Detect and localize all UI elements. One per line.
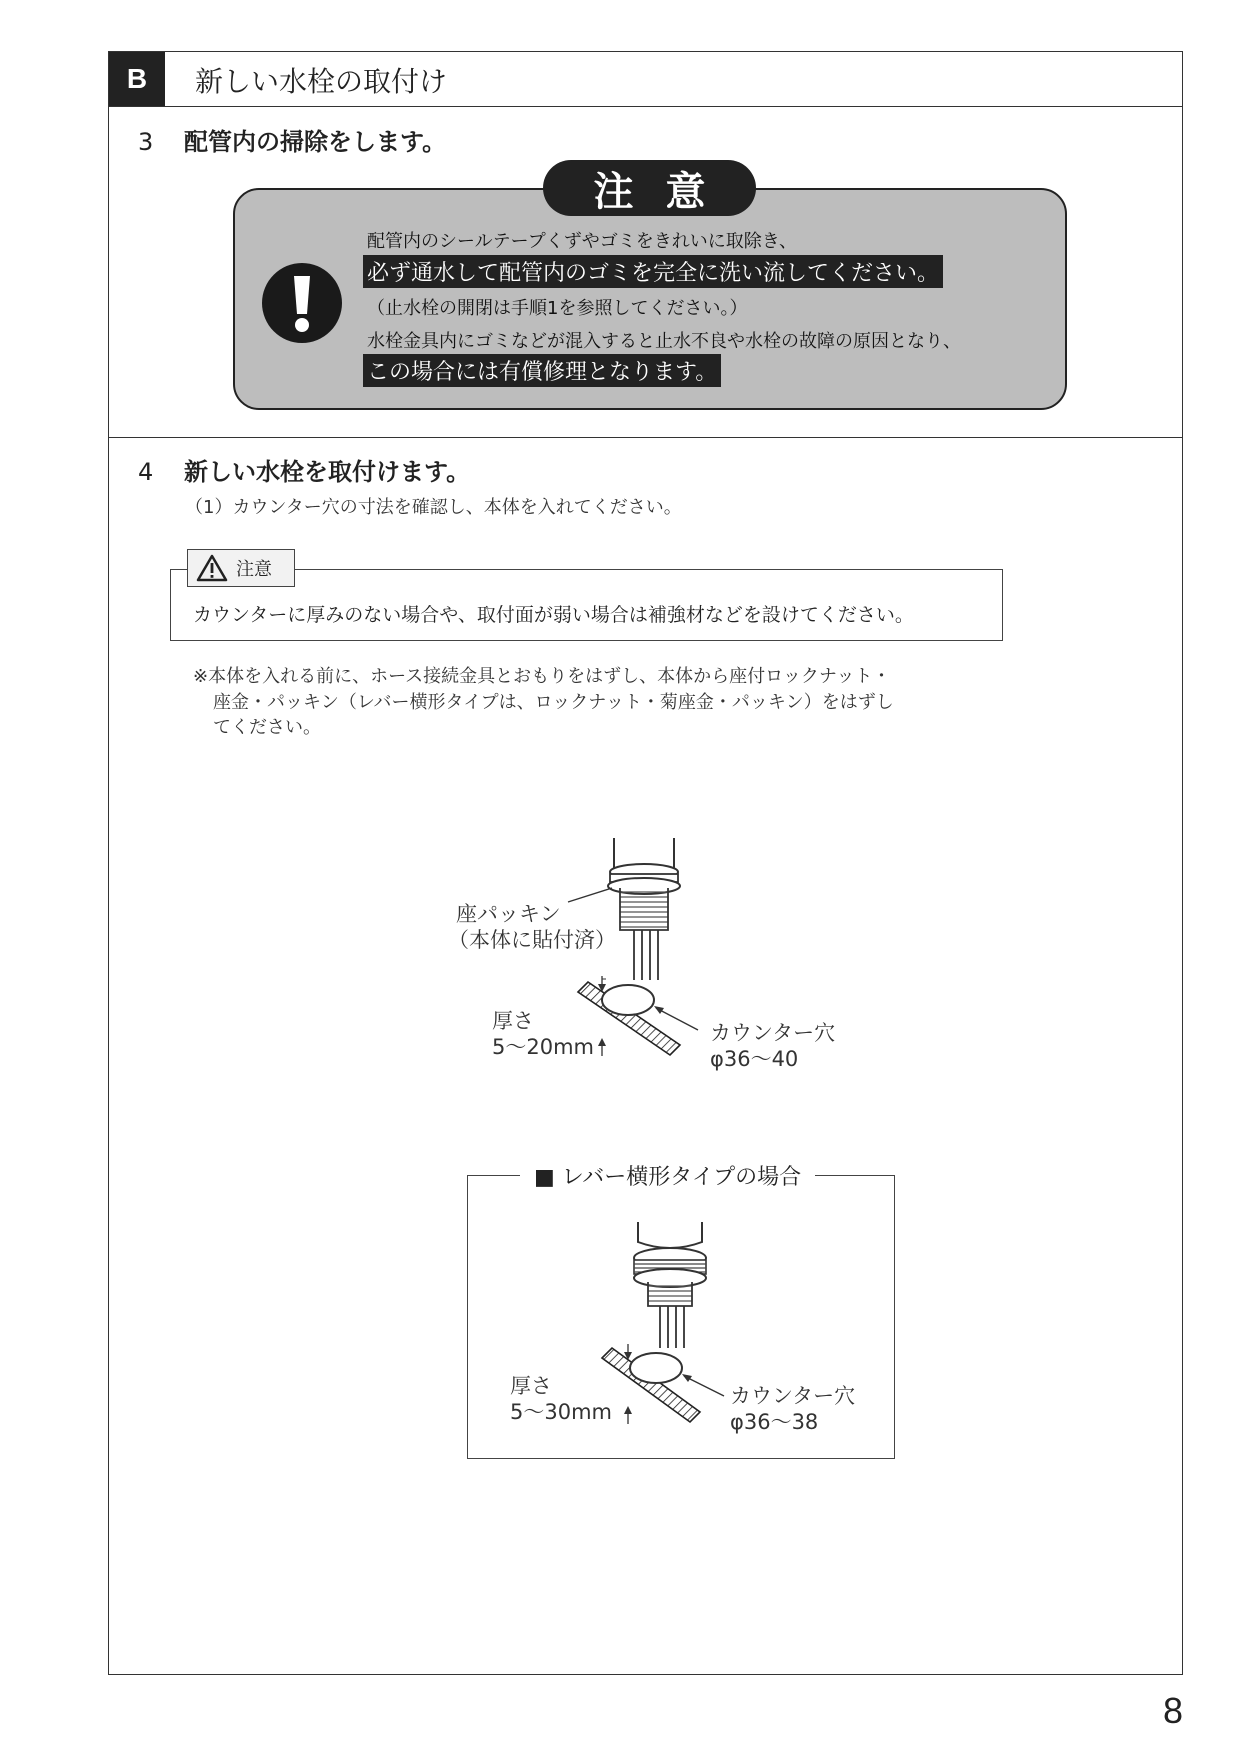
note-text: カウンターに厚みのない場合や、取付面が弱い場合は補強材などを設けてください。 bbox=[193, 604, 914, 626]
caution-label: 注意 bbox=[543, 160, 756, 216]
warning-triangle-icon bbox=[196, 554, 228, 582]
lever-type-title: ■ レバー横形タイプの場合 bbox=[520, 1160, 815, 1191]
thickness-value-1: 5～20mm bbox=[492, 1035, 594, 1059]
note-label: 注意 bbox=[236, 559, 272, 580]
thickness-label-1: 厚さ bbox=[492, 1009, 534, 1033]
step4-number: 4 bbox=[138, 458, 154, 486]
step4-subtext: （1）カウンター穴の寸法を確認し、本体を入れてください。 bbox=[185, 497, 682, 518]
caution-line-2: 必ず通水して配管内のゴミを完全に洗い流してください。 bbox=[363, 255, 943, 288]
hole-value-2: φ36～38 bbox=[730, 1410, 819, 1434]
page-number: 8 bbox=[1163, 1690, 1184, 1731]
remark-line-2: 座金・パッキン（レバー横形タイプは、ロックナット・菊座金・パッキン）をはずし bbox=[213, 692, 894, 713]
remark-line-1: ※本体を入れる前に、ホース接続金具とおもりをはずし、本体から座付ロックナット・ bbox=[193, 666, 891, 687]
step3-number: 3 bbox=[138, 128, 154, 156]
thickness-label-2: 厚さ bbox=[510, 1374, 552, 1398]
caution-line-1: 配管内のシールテープくずやゴミをきれいに取除き、 bbox=[367, 231, 798, 252]
step4-heading bbox=[138, 452, 470, 487]
hole-label-2: カウンター穴 bbox=[730, 1384, 856, 1408]
thickness-value-2: 5～30mm bbox=[510, 1400, 612, 1424]
caution-line-3: （止水栓の開閉は手順1を参照してください。） bbox=[367, 298, 748, 319]
caution-line-5: この場合には有償修理となります。 bbox=[363, 354, 721, 387]
note-tab bbox=[187, 549, 295, 587]
section-badge: B bbox=[109, 52, 165, 106]
step3-heading bbox=[138, 122, 446, 157]
step4-title: 新しい水栓を取付けます。 bbox=[184, 458, 471, 486]
gasket-label: 座パッキン bbox=[456, 902, 561, 926]
section-title: 新しい水栓の取付け bbox=[195, 65, 448, 98]
remark-line-3: てください。 bbox=[213, 717, 321, 738]
hole-value-1: φ36～40 bbox=[710, 1047, 799, 1071]
step3-title: 配管内の掃除をします。 bbox=[184, 128, 447, 156]
gasket-sublabel: （本体に貼付済） bbox=[448, 928, 616, 952]
hole-label-1: カウンター穴 bbox=[710, 1021, 836, 1045]
caution-line-4: 水栓金具内にゴミなどが混入すると止水不良や水栓の故障の原因となり、 bbox=[367, 331, 961, 352]
exclamation-icon bbox=[261, 262, 343, 344]
section-divider bbox=[108, 437, 1183, 438]
